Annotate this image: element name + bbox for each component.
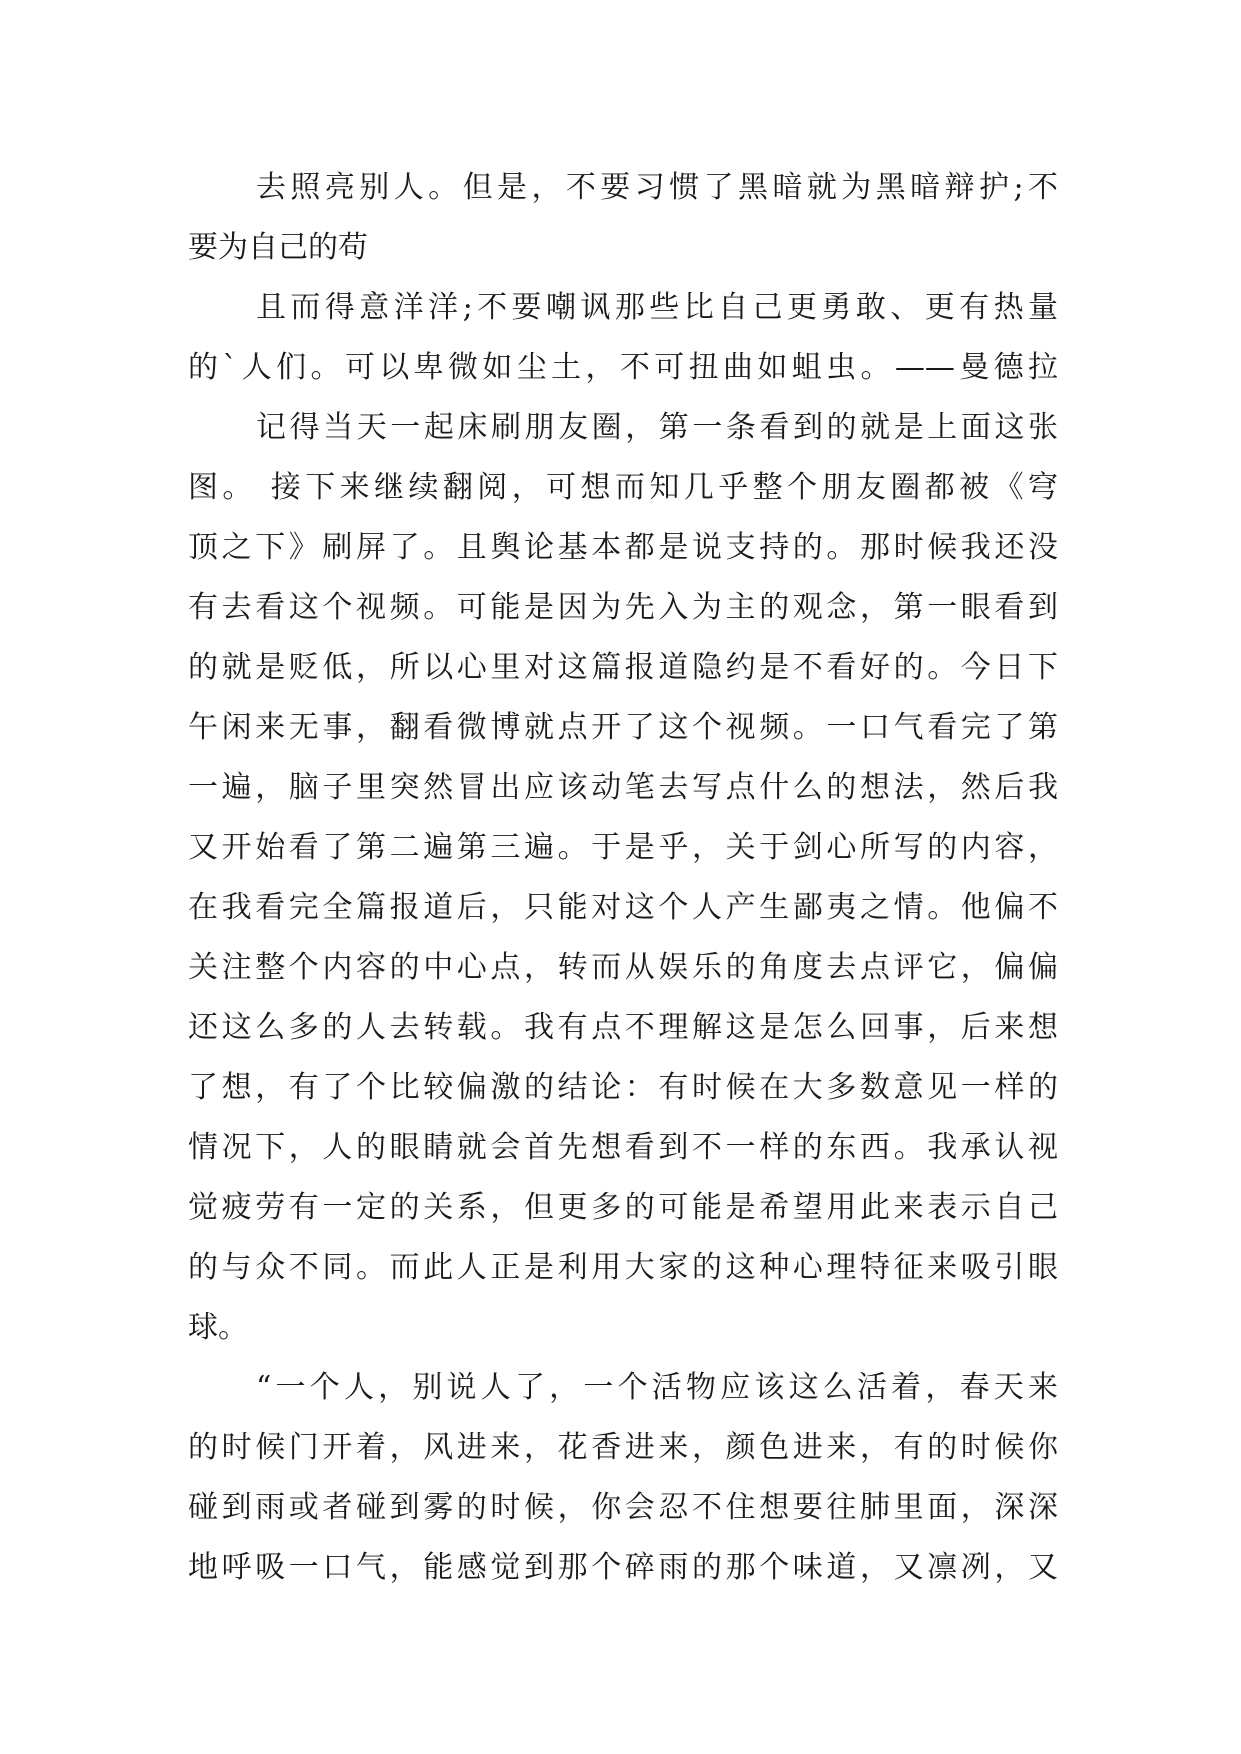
document-body [188, 158, 1058, 1598]
text-line: 且而得意洋洋;不要嘲讽那些比自己更勇敢、更有热量 [256, 290, 1058, 325]
text-line: 有去看这个视频。可能是因为先入为主的观念，第一眼看到 [188, 590, 1058, 625]
text-line: 的时候门开着，风进来，花香进来，颜色进来，有的时候你 [188, 1430, 1058, 1465]
text-line: 的与众不同。而此人正是利用大家的这种心理特征来吸引眼 [188, 1250, 1058, 1285]
text-line: 球。 [188, 1310, 248, 1345]
text-line: 在我看完全篇报道后，只能对这个人产生鄙夷之情。他偏不 [188, 890, 1058, 925]
text-line: 一遍，脑子里突然冒出应该动笔去写点什么的想法，然后我 [188, 770, 1058, 805]
text-line: 还这么多的人去转载。我有点不理解这是怎么回事，后来想 [188, 1010, 1058, 1045]
text-line: 的就是贬低，所以心里对这篇报道隐约是不看好的。今日下 [188, 650, 1058, 685]
text-line: 的`人们。可以卑微如尘土，不可扭曲如蛆虫。——曼德拉 [188, 350, 1058, 385]
text-line: 关注整个内容的中心点，转而从娱乐的角度去点评它，偏偏 [188, 950, 1058, 985]
paragraph [188, 1358, 1058, 1598]
text-line: 午闲来无事，翻看微博就点开了这个视频。一口气看完了第 [188, 710, 1058, 745]
text-line: 觉疲劳有一定的关系，但更多的可能是希望用此来表示自己 [188, 1190, 1058, 1225]
text-line: 地呼吸一口气，能感觉到那个碎雨的那个味道，又凛冽，又 [188, 1550, 1058, 1585]
text-line: “一个人，别说人了，一个活物应该这么活着，春天来 [256, 1370, 1058, 1405]
paragraph [188, 398, 1058, 1358]
text-line: 情况下，人的眼睛就会首先想看到不一样的东西。我承认视 [188, 1130, 1058, 1165]
paragraph [188, 278, 1058, 398]
text-line: 记得当天一起床刷朋友圈，第一条看到的就是上面这张 [256, 410, 1058, 445]
paragraph [188, 158, 1058, 278]
text-line: 又开始看了第二遍第三遍。于是乎，关于剑心所写的内容， [188, 830, 1058, 865]
text-line: 图。 接下来继续翻阅，可想而知几乎整个朋友圈都被《穹 [188, 470, 1058, 505]
text-line: 碰到雨或者碰到雾的时候，你会忍不住想要往肺里面，深深 [188, 1490, 1058, 1525]
text-line: 顶之下》刷屏了。且舆论基本都是说支持的。那时候我还没 [188, 530, 1058, 565]
text-line: 了想，有了个比较偏激的结论：有时候在大多数意见一样的 [188, 1070, 1058, 1105]
text-line: 要为自己的苟 [188, 230, 368, 265]
text-line: 去照亮别人。但是，不要习惯了黑暗就为黑暗辩护;不 [256, 170, 1058, 205]
